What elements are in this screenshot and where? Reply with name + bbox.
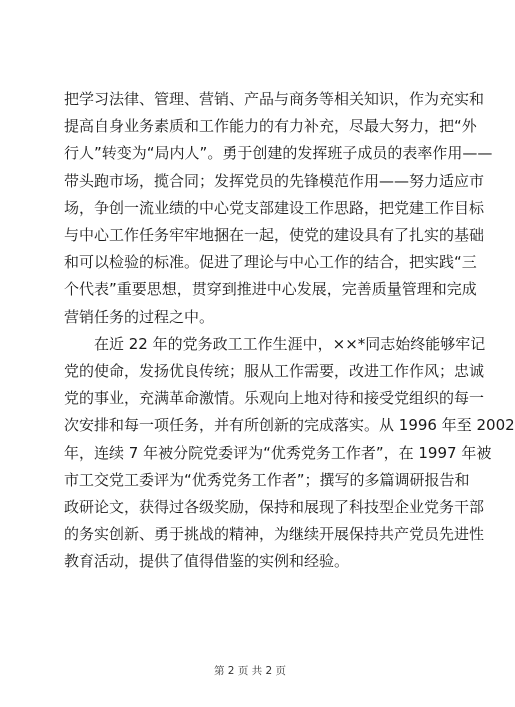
text-line: 个代表”重要思想，贯穿到推进中心发展，完善质量管理和完成: [64, 280, 477, 299]
text-line: 与中心工作任务牢牢地捆在一起，使党的建设具有了扎实的基础: [64, 226, 485, 245]
text-line: 在近 22 年的党务政工工作生涯中，××*同志始终能够牢记: [94, 334, 486, 353]
text-line: 市工交党工委评为“优秀党务工作者”；撰写的多篇调研报告和: [64, 470, 470, 489]
text-line: 行人”转变为“局内人”。勇于创建的发挥班子成员的表率作用——: [64, 144, 493, 163]
document-body: [64, 86, 515, 576]
text-line: 把学习法律、管理、营销、产品与商务等相关知识，作为充实和: [64, 90, 485, 108]
text-line: 营销任务的过程之中。: [64, 307, 215, 326]
paragraph-1: [64, 86, 493, 331]
text-line: 带头跑市场，揽合同；发挥党员的先锋模范作用——努力适应市: [64, 171, 485, 190]
text-line: 党的使命，发扬优良传统；服从工作需要，改进工作作风；忠诚: [64, 362, 485, 381]
text-line: 场，争创一流业绩的中心党支部建设工作思路，把党建工作目标: [64, 198, 485, 217]
text-line: 年，连续 7 年被分院党委评为“优秀党务工作者”，在 1997 年被: [64, 443, 492, 462]
text-line: 提高自身业务素质和工作能力的有力补充，尽最大努力，把“外: [64, 117, 477, 136]
text-line: 的务实创新、勇于挑战的精神，为继续开展保持共产党员先进性: [64, 525, 485, 544]
paragraph-2: [64, 331, 515, 576]
text-line: 次安排和每一项任务，并有所创新的完成落实。从 1996 年至 2002: [64, 416, 515, 435]
text-line: 党的事业，充满革命激情。乐观向上地对待和接受党组织的每一: [64, 389, 485, 408]
text-line: 政研论文，获得过各级奖励，保持和展现了科技型企业党务干部: [64, 498, 485, 517]
text-line: 教育活动，提供了值得借鉴的实例和经验。: [64, 552, 350, 571]
page-number-footer: 第 2 页 共 2 页: [213, 665, 287, 677]
text-line: 和可以检验的标准。促进了理论与中心工作的结合，把实践“三: [64, 253, 477, 272]
